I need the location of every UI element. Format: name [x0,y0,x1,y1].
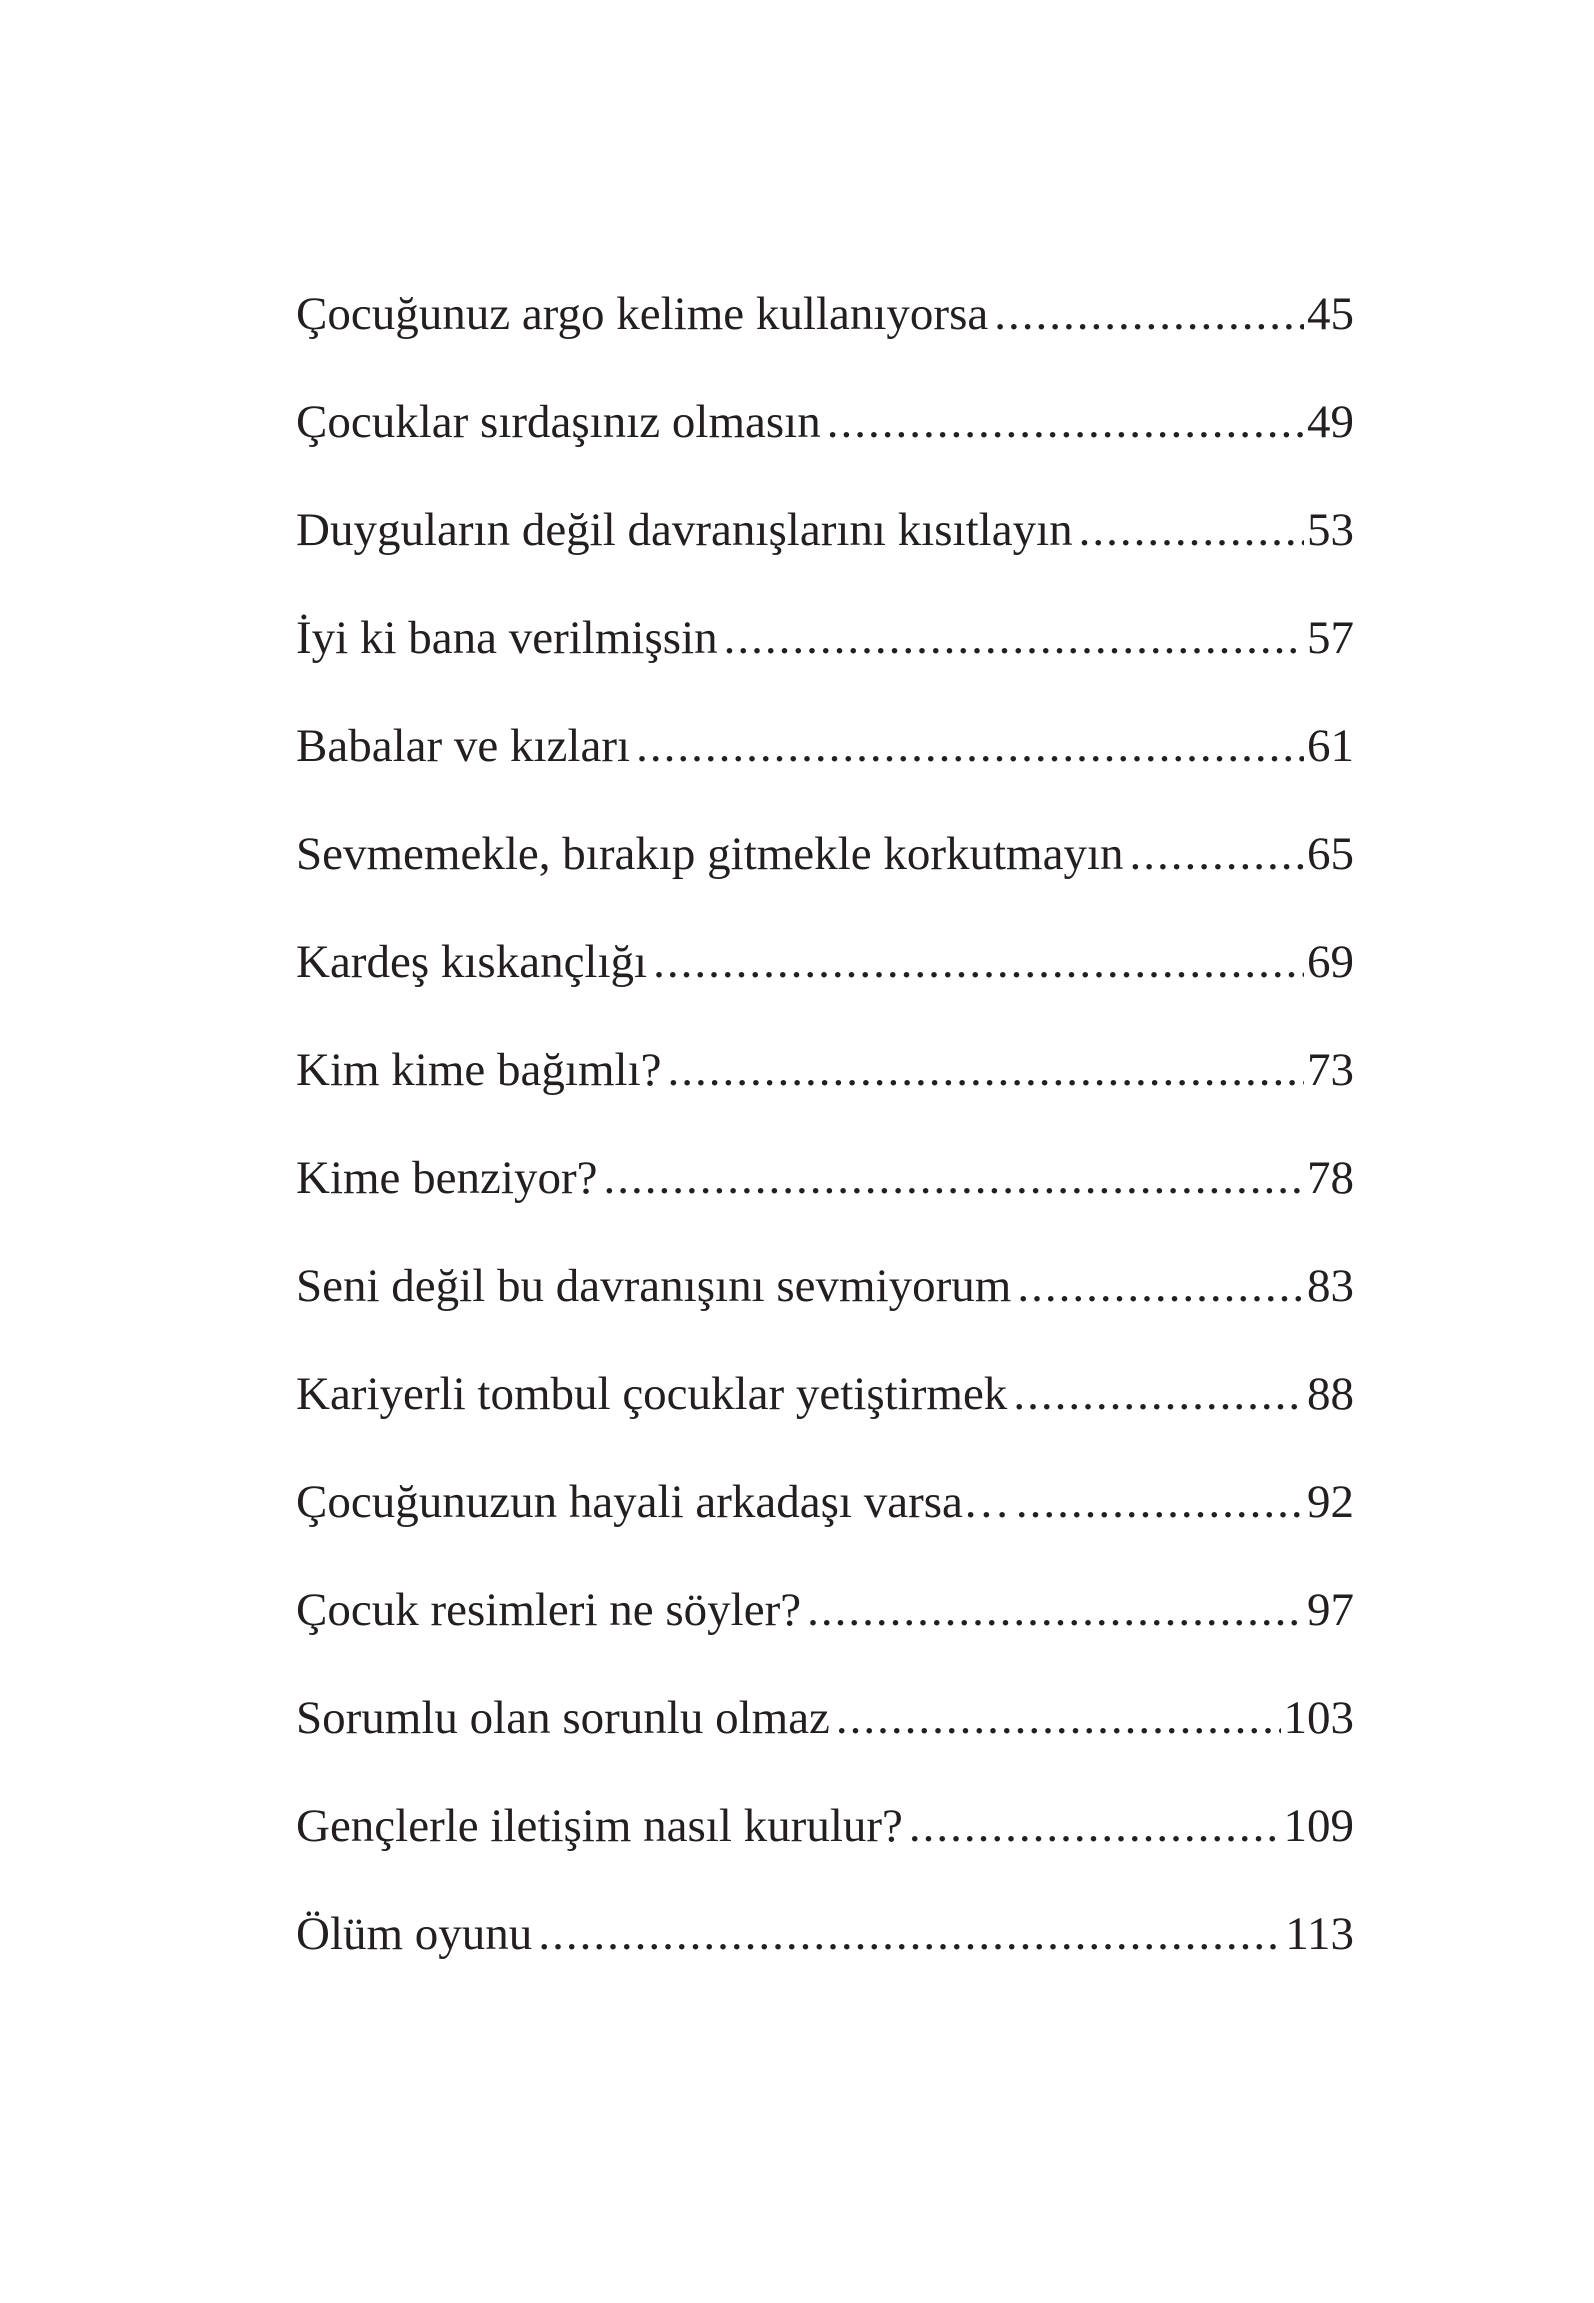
toc-entry-page: 109 [1283,1800,1354,1852]
toc-entry [296,1362,1354,1470]
toc-entry-title: Ölüm oyunu [296,1908,533,1960]
toc-entry-page: 45 [1307,288,1354,340]
toc-entry-page: 49 [1307,396,1354,448]
toc-entry-page: 83 [1307,1260,1354,1312]
dot-leader [603,1146,1304,1210]
toc-entry-title: Kime benziyor? [296,1152,598,1204]
toc-entry [296,1470,1354,1578]
toc-entry [296,498,1354,606]
dot-leader [538,1902,1282,1966]
toc-entry-page: 92 [1307,1476,1354,1528]
toc-entry [296,1038,1354,1146]
table-of-contents [296,282,1354,2010]
toc-entry-page: 61 [1307,720,1354,772]
toc-entry [296,1578,1354,1686]
toc-entry-title: Çocuğunuzun hayali arkadaşı varsa… [296,1476,1010,1528]
toc-entry-title: Seni değil bu davranışını sevmiyorum [296,1260,1012,1312]
toc-entry-title: Sorumlu olan sorunlu olmaz [296,1692,830,1744]
toc-entry-title: Çocuğunuz argo kelime kullanıyorsa [296,288,989,340]
dot-leader [1016,1470,1304,1534]
toc-entry [296,930,1354,1038]
dot-leader [994,282,1304,346]
dot-leader [1079,498,1304,562]
toc-entry-title: Çocuklar sırdaşınız olmasın [296,396,821,448]
dot-leader [724,606,1304,670]
toc-entry-page: 113 [1285,1908,1354,1960]
toc-entry [296,1254,1354,1362]
toc-entry-title: İyi ki bana verilmişsin [296,612,718,664]
toc-entry-page: 65 [1307,828,1354,880]
toc-entry-page: 57 [1307,612,1354,664]
toc-entry-page: 103 [1283,1692,1354,1744]
toc-entry [296,1146,1354,1254]
toc-entry [296,1794,1354,1902]
dot-leader [1017,1254,1304,1318]
dot-leader [1130,822,1304,886]
toc-entry [296,282,1354,390]
dot-leader [668,1038,1305,1102]
dot-leader [827,390,1304,454]
dot-leader [836,1686,1281,1750]
toc-entry [296,1686,1354,1794]
toc-entry-title: Gençlerle iletişim nasıl kurulur? [296,1800,903,1852]
dot-leader [909,1794,1281,1858]
toc-entry [296,1902,1354,2010]
dot-leader [1013,1362,1304,1426]
toc-entry-page: 88 [1307,1368,1354,1420]
toc-entry-page: 69 [1307,936,1354,988]
toc-entry-title: Çocuk resimleri ne söyler? [296,1584,802,1636]
toc-entry-page: 78 [1307,1152,1354,1204]
dot-leader [807,1578,1304,1642]
toc-entry-page: 73 [1307,1044,1354,1096]
toc-entry [296,606,1354,714]
toc-entry-page: 53 [1307,504,1354,556]
toc-entry-title: Duyguların değil davranışlarını kısıtlayın [296,504,1073,556]
toc-entry-title: Kim kime bağımlı? [296,1044,662,1096]
toc-entry-title: Babalar ve kızları [296,720,631,772]
toc-entry-title: Kariyerli tombul çocuklar yetiştirmek [296,1368,1008,1420]
toc-entry-title: Sevmemekle, bırakıp gitmekle korkutmayın [296,828,1124,880]
toc-entry [296,390,1354,498]
dot-leader [636,714,1304,778]
toc-entry-title: Kardeş kıskançlığı [296,936,648,988]
toc-entry [296,714,1354,822]
dot-leader [653,930,1304,994]
toc-entry-page: 97 [1307,1584,1354,1636]
toc-entry [296,822,1354,930]
